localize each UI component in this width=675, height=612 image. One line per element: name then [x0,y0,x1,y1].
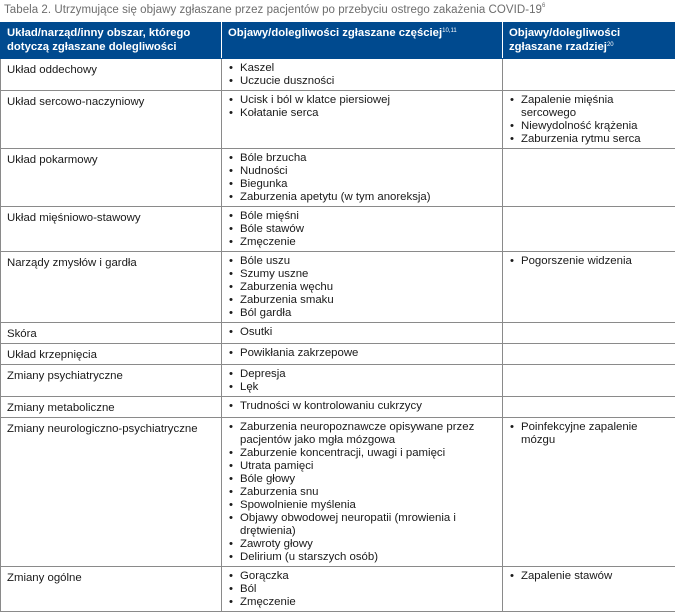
bullet-icon: • [510,94,514,107]
symptom-item [228,191,498,204]
system-cell: Zmiany ogólne [1,567,222,612]
symptom-item [228,75,498,88]
symptom-item [228,473,498,486]
symptom-item [228,583,498,596]
symptom-text: Ból [240,583,256,595]
bullet-icon: • [229,62,233,75]
common-symptoms-cell [222,344,503,365]
symptom-item [228,368,498,381]
common-symptoms-list [228,210,498,249]
symptom-item [509,570,671,583]
symptom-item [228,421,498,447]
rare-symptoms-cell [503,149,675,207]
bullet-icon: • [229,583,233,596]
bullet-icon: • [229,400,233,413]
rare-symptoms-cell [503,365,675,397]
bullet-icon: • [229,75,233,88]
bullet-icon: • [229,255,233,268]
common-symptoms-list [228,570,498,609]
symptom-item [228,210,498,223]
symptom-item [228,347,498,360]
table-row [1,149,675,207]
symptom-text: Objawy obwodowej neuropatii (mrowienia i drętwienia) [240,512,456,537]
rare-symptoms-list [509,94,671,146]
symptom-item [228,94,498,107]
table-row [1,91,675,149]
system-cell: Narządy zmysłów i gardła [1,252,222,323]
bullet-icon: • [229,307,233,320]
symptom-item [228,268,498,281]
symptom-text: Zapalenie stawów [521,570,612,582]
common-symptoms-cell [222,149,503,207]
symptom-item [228,165,498,178]
symptom-text: Delirium (u starszych osób) [240,551,378,563]
symptom-item [228,538,498,551]
common-symptoms-list [228,255,498,320]
rare-symptoms-cell [503,59,675,91]
symptom-text: Uczucie duszności [240,75,334,87]
symptom-item [509,94,671,120]
system-cell: Układ sercowo-naczyniowy [1,91,222,149]
bullet-icon: • [229,421,233,434]
symptom-text: Bóle stawów [240,223,304,235]
bullet-icon: • [229,347,233,360]
symptom-text: Zaburzenia neuropoznawcze opisywane przez pacjentów jako mgła mózgowa [240,421,474,446]
symptom-item [228,236,498,249]
symptom-text: Gorączka [240,570,289,582]
common-symptoms-list [228,421,498,564]
bullet-icon: • [229,473,233,486]
bullet-icon: • [229,596,233,609]
header-common-ref: 10,11 [442,28,457,34]
system-cell: Układ mięśniowo-stawowy [1,207,222,252]
rare-symptoms-cell [503,397,675,418]
common-symptoms-cell [222,418,503,567]
table-row [1,418,675,567]
common-symptoms-list [228,368,498,394]
rare-symptoms-cell [503,207,675,252]
symptom-item [509,120,671,133]
table-body [1,59,675,612]
symptom-text: Pogorszenie widzenia [521,255,632,267]
symptom-item [509,133,671,146]
symptom-text: Zawroty głowy [240,538,313,550]
bullet-icon: • [229,460,233,473]
symptom-item [228,570,498,583]
symptom-text: Biegunka [240,178,288,190]
symptom-text: Ból gardła [240,307,291,319]
symptom-item [509,421,671,447]
common-symptoms-cell [222,323,503,344]
system-cell: Skóra [1,323,222,344]
symptom-item [228,281,498,294]
system-cell: Zmiany psychiatryczne [1,365,222,397]
bullet-icon: • [229,499,233,512]
bullet-icon: • [229,107,233,120]
symptom-item [228,307,498,320]
symptom-text: Ucisk i ból w klatce piersiowej [240,94,390,106]
bullet-icon: • [229,447,233,460]
bullet-icon: • [510,133,514,146]
symptom-text: Zapalenie mięśnia sercowego [521,94,613,119]
symptom-text: Kołatanie serca [240,107,319,119]
symptom-text: Lęk [240,381,258,393]
symptom-item [228,596,498,609]
system-cell: Układ krzepnięcia [1,344,222,365]
table-row [1,344,675,365]
bullet-icon: • [229,326,233,339]
bullet-icon: • [229,294,233,307]
bullet-icon: • [229,368,233,381]
symptom-item [228,551,498,564]
common-symptoms-cell [222,252,503,323]
common-symptoms-cell [222,207,503,252]
symptom-item [228,326,498,339]
symptom-item [228,512,498,538]
bullet-icon: • [229,152,233,165]
system-cell: Układ pokarmowy [1,149,222,207]
symptoms-table [0,22,675,612]
bullet-icon: • [229,512,233,525]
symptom-text: Spowolnienie myślenia [240,499,356,511]
symptom-text: Depresja [240,368,286,380]
rare-symptoms-cell [503,91,675,149]
table-row [1,567,675,612]
common-symptoms-cell [222,91,503,149]
bullet-icon: • [229,538,233,551]
symptom-text: Poinfekcyjne zapalenie mózgu [521,421,638,446]
common-symptoms-list [228,347,498,360]
symptom-item [228,447,498,460]
bullet-icon: • [229,210,233,223]
symptom-item [228,460,498,473]
symptom-item [228,152,498,165]
common-symptoms-cell [222,567,503,612]
bullet-icon: • [229,281,233,294]
symptom-item [228,294,498,307]
symptom-item [509,255,671,268]
bullet-icon: • [229,551,233,564]
table-row [1,397,675,418]
symptom-text: Utrata pamięci [240,460,313,472]
table-row [1,59,675,91]
caption-reference: 6 [542,3,545,9]
system-cell: Zmiany metaboliczne [1,397,222,418]
rare-symptoms-list [509,421,671,447]
header-common-symptoms: Objawy/dolegliwości zgłaszane częściej$^{10,11}$ [222,23,503,59]
header-rare-ref: 20 [607,42,614,48]
common-symptoms-list [228,326,498,339]
symptom-text: Zaburzenia rytmu serca [521,133,641,145]
common-symptoms-cell [222,59,503,91]
table-row [1,323,675,344]
symptom-item [228,486,498,499]
symptom-text: Zaburzenia snu [240,486,319,498]
symptom-text: Nudności [240,165,288,177]
table-caption: Tabela 2. Utrzymujące się objawy zgłaszane przez pacjentów po przebyciu ostrego zakażenia COVID-$19^6$ [4,4,545,16]
symptom-item [228,400,498,413]
table-row [1,252,675,323]
common-symptoms-list [228,62,498,88]
bullet-icon: • [510,421,514,434]
table-row [1,365,675,397]
symptom-text: Zaburzenia apetytu (w tym anoreksja) [240,191,431,203]
symptom-item [228,62,498,75]
symptom-text: Zaburzenia węchu [240,281,333,293]
symptom-text: Szumy uszne [240,268,308,280]
symptom-text: Zaburzenia smaku [240,294,334,306]
symptom-text: Bóle mięśni [240,210,299,222]
symptom-item [228,499,498,512]
bullet-icon: • [229,236,233,249]
bullet-icon: • [229,486,233,499]
bullet-icon: • [510,120,514,133]
common-symptoms-list [228,152,498,204]
rare-symptoms-list [509,570,671,583]
symptom-item [228,381,498,394]
bullet-icon: • [229,191,233,204]
symptom-text: Bóle uszu [240,255,290,267]
symptom-item [228,223,498,236]
symptom-text: Zmęczenie [240,596,296,608]
bullet-icon: • [229,165,233,178]
symptom-text: Bóle głowy [240,473,295,485]
symptom-text: Bóle brzucha [240,152,307,164]
symptom-text: Kaszel [240,62,274,74]
system-cell: Układ oddechowy [1,59,222,91]
symptom-text: Zmęczenie [240,236,296,248]
common-symptoms-cell [222,397,503,418]
common-symptoms-list [228,400,498,413]
common-symptoms-cell [222,365,503,397]
bullet-icon: • [229,223,233,236]
symptom-text: Powikłania zakrzepowe [240,347,358,359]
symptom-text: Zaburzenie koncentracji, uwagi i pamięci [240,447,445,459]
symptom-text: Niewydolność krążenia [521,120,638,132]
bullet-icon: • [229,381,233,394]
rare-symptoms-list [509,255,671,268]
symptom-text: Osutki [240,326,272,338]
header-rare-symptoms: Objawy/dolegliwości zgłaszane rzadziej$^{20}$ [503,23,675,59]
rare-symptoms-cell [503,344,675,365]
symptom-item [228,107,498,120]
bullet-icon: • [229,94,233,107]
common-symptoms-list [228,94,498,120]
bullet-icon: • [510,570,514,583]
symptom-item [228,255,498,268]
rare-symptoms-cell [503,252,675,323]
bullet-icon: • [229,268,233,281]
bullet-icon: • [229,178,233,191]
rare-symptoms-cell [503,567,675,612]
system-cell: Zmiany neurologiczno-psychiatryczne [1,418,222,567]
symptom-text: Trudności w kontrolowaniu cukrzycy [240,400,422,412]
rare-symptoms-cell [503,418,675,567]
rare-symptoms-cell [503,323,675,344]
table-header-row [1,23,675,59]
symptom-item [228,178,498,191]
bullet-icon: • [510,255,514,268]
table-row [1,207,675,252]
bullet-icon: • [229,570,233,583]
header-system: Układ/narząd/inny obszar, którego dotyczą zgłaszane dolegliwości [1,23,222,59]
